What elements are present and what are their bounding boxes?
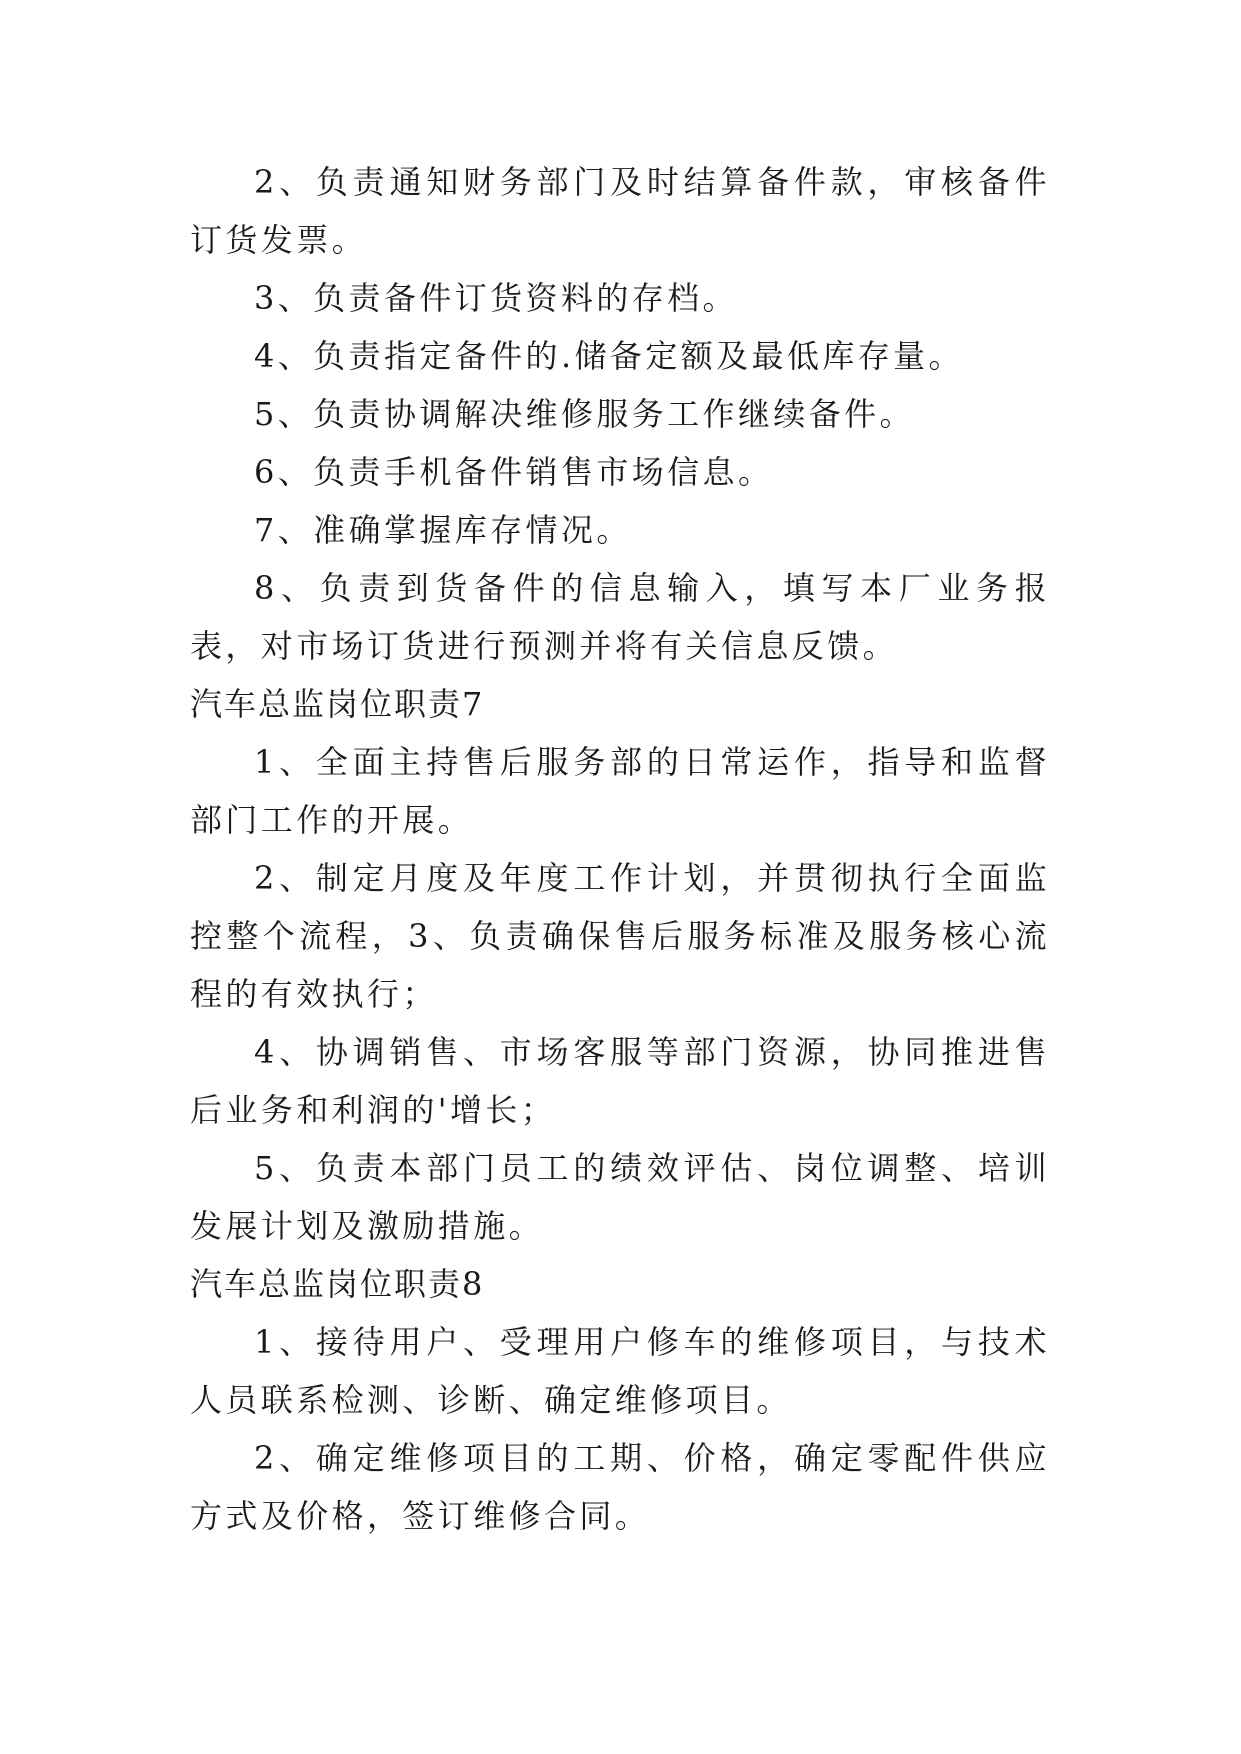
paragraph-item-1: 1、全面主持售后服务部的日常运作，指导和监督部门工作的开展。 <box>190 743 1050 839</box>
paragraph-item-5: 5、负责本部门员工的绩效评估、岗位调整、培训发展计划及激励措施。 <box>190 1149 1050 1245</box>
paragraph-item-4: 4、负责指定备件的.储备定额及最低库存量。 <box>254 337 964 375</box>
paragraph-item-2: 2、制定月度及年度工作计划，并贯彻执行全面监控整个流程，3、负责确保售后服务标准及服务核心流程的有效执行； <box>190 859 1050 1013</box>
paragraph-item-2: 2、确定维修项目的工期、价格，确定零配件供应方式及价格，签订维修合同。 <box>190 1439 1050 1535</box>
paragraph-item-2: 2、负责通知财务部门及时结算备件款，审核备件订货发票。 <box>190 163 1050 259</box>
paragraph-item-4: 4、协调销售、市场客服等部门资源，协同推进售后业务和利润的'增长； <box>190 1033 1050 1129</box>
paragraph-item-7: 7、准确掌握库存情况。 <box>254 511 632 549</box>
paragraph-item-8: 8、负责到货备件的信息输入，填写本厂业务报表，对市场订货进行预测并将有关信息反馈。 <box>190 569 1050 665</box>
paragraph-item-6: 6、负责手机备件销售市场信息。 <box>254 453 774 491</box>
document-body <box>190 153 1050 1545</box>
paragraph-item-5: 5、负责协调解决维修服务工作继续备件。 <box>254 395 915 433</box>
paragraph-item-3: 3、负责备件订货资料的存档。 <box>254 279 738 317</box>
paragraph-item-1: 1、接待用户、受理用户修车的维修项目，与技术人员联系检测、诊断、确定维修项目。 <box>190 1323 1050 1419</box>
section-heading-7: 汽车总监岗位职责7 <box>190 685 485 723</box>
section-heading-8: 汽车总监岗位职责8 <box>190 1265 485 1303</box>
